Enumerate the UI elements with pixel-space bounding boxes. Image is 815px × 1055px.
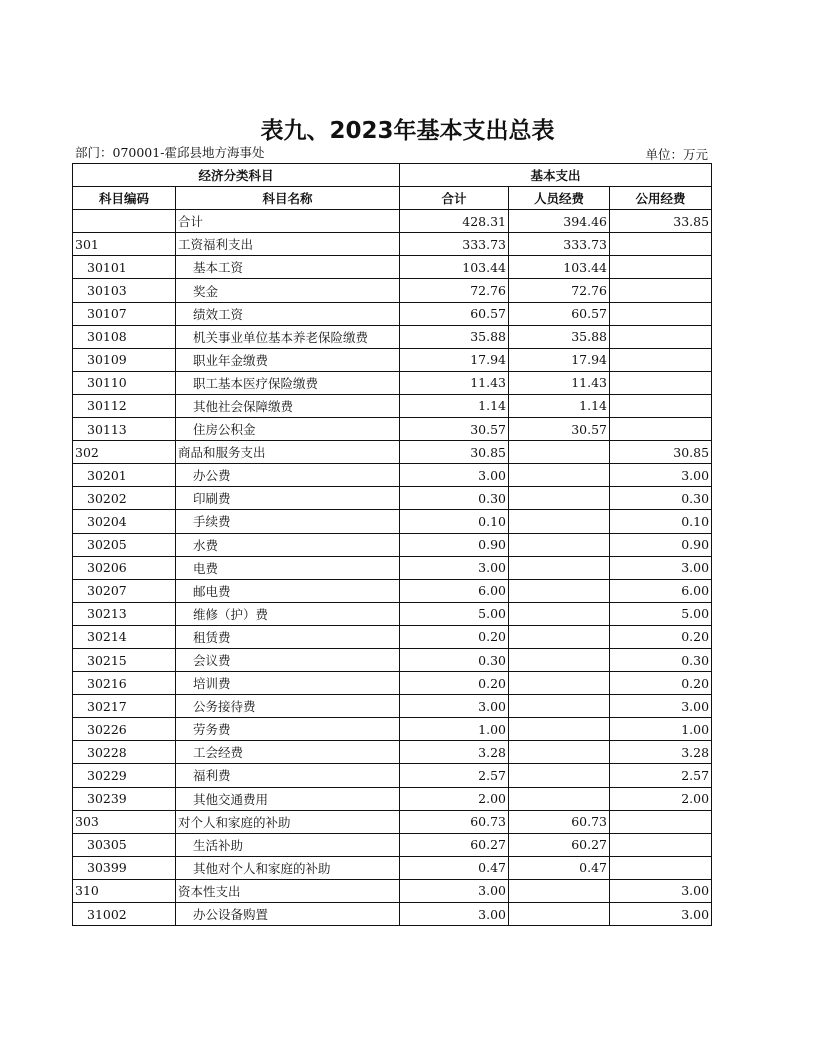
cell-code: 30305: [73, 833, 176, 856]
cell-total: 333.73: [400, 233, 509, 256]
cell-name: 奖金: [176, 279, 400, 302]
header-group-row: [73, 164, 712, 187]
cell-public: 3.00: [610, 464, 712, 487]
cell-total: 30.85: [400, 441, 509, 464]
cell-public: 33.85: [610, 210, 712, 233]
cell-public: [610, 371, 712, 394]
cell-public: [610, 856, 712, 879]
table-row: [73, 718, 712, 741]
cell-code: 302: [73, 441, 176, 464]
header-total: 合计: [400, 187, 509, 210]
cell-public: 3.00: [610, 695, 712, 718]
cell-name: 电费: [176, 556, 400, 579]
cell-personnel: 17.94: [509, 348, 610, 371]
cell-name: 办公设备购置: [176, 903, 400, 926]
cell-name: 会议费: [176, 648, 400, 671]
cell-public: 6.00: [610, 579, 712, 602]
table-row: [73, 371, 712, 394]
cell-name: 水费: [176, 533, 400, 556]
header-public: 公用经费: [610, 187, 712, 210]
cell-personnel: [509, 487, 610, 510]
cell-public: 0.20: [610, 672, 712, 695]
header-code: 科目编码: [73, 187, 176, 210]
cell-name: 公务接待费: [176, 695, 400, 718]
cell-code: 30205: [73, 533, 176, 556]
header-name: 科目名称: [176, 187, 400, 210]
table-row: [73, 487, 712, 510]
cell-public: 3.00: [610, 879, 712, 902]
cell-code: 30110: [73, 371, 176, 394]
cell-personnel: [509, 672, 610, 695]
header-row: [73, 187, 712, 210]
cell-personnel: [509, 556, 610, 579]
table-row: [73, 856, 712, 879]
table-row: [73, 672, 712, 695]
cell-total: 3.00: [400, 903, 509, 926]
cell-personnel: [509, 718, 610, 741]
cell-name: 商品和服务支出: [176, 441, 400, 464]
table-row: [73, 602, 712, 625]
cell-total: 72.76: [400, 279, 509, 302]
cell-name: 基本工资: [176, 256, 400, 279]
cell-name: 维修（护）费: [176, 602, 400, 625]
cell-code: 30207: [73, 579, 176, 602]
cell-public: 1.00: [610, 718, 712, 741]
cell-total: 60.57: [400, 302, 509, 325]
cell-code: 30217: [73, 695, 176, 718]
cell-name: 其他交通费用: [176, 787, 400, 810]
cell-code: 30202: [73, 487, 176, 510]
cell-total: 3.00: [400, 695, 509, 718]
cell-public: 3.00: [610, 556, 712, 579]
cell-total: 35.88: [400, 325, 509, 348]
cell-public: [610, 256, 712, 279]
cell-public: [610, 833, 712, 856]
table-row: [73, 464, 712, 487]
cell-code: 30239: [73, 787, 176, 810]
cell-personnel: [509, 464, 610, 487]
unit-label: 单位：万元: [645, 147, 708, 162]
cell-code: 30216: [73, 672, 176, 695]
cell-code: 30108: [73, 325, 176, 348]
cell-total: 3.00: [400, 556, 509, 579]
cell-code: 31002: [73, 903, 176, 926]
table-row: [73, 418, 712, 441]
cell-total: 3.00: [400, 879, 509, 902]
cell-public: 0.30: [610, 648, 712, 671]
cell-name: 职业年金缴费: [176, 348, 400, 371]
cell-code: 30229: [73, 764, 176, 787]
cell-name: 办公费: [176, 464, 400, 487]
cell-public: 0.10: [610, 510, 712, 533]
cell-name: 合计: [176, 210, 400, 233]
cell-total: 1.14: [400, 394, 509, 417]
table-row: [73, 579, 712, 602]
cell-name: 福利费: [176, 764, 400, 787]
cell-personnel: 394.46: [509, 210, 610, 233]
cell-public: 3.00: [610, 903, 712, 926]
cell-personnel: [509, 602, 610, 625]
cell-public: 2.00: [610, 787, 712, 810]
cell-personnel: 35.88: [509, 325, 610, 348]
cell-name: 生活补助: [176, 833, 400, 856]
cell-total: 2.57: [400, 764, 509, 787]
cell-personnel: 11.43: [509, 371, 610, 394]
cell-public: [610, 279, 712, 302]
table-row: [73, 810, 712, 833]
cell-personnel: [509, 764, 610, 787]
cell-code: 30214: [73, 625, 176, 648]
cell-code: 30109: [73, 348, 176, 371]
cell-code: 30204: [73, 510, 176, 533]
cell-public: 0.20: [610, 625, 712, 648]
cell-public: [610, 348, 712, 371]
cell-total: 5.00: [400, 602, 509, 625]
cell-personnel: 0.47: [509, 856, 610, 879]
cell-name: 培训费: [176, 672, 400, 695]
cell-name: 租赁费: [176, 625, 400, 648]
cell-total: 60.27: [400, 833, 509, 856]
table-row: [73, 625, 712, 648]
cell-personnel: [509, 695, 610, 718]
cell-public: [610, 325, 712, 348]
cell-name: 其他社会保障缴费: [176, 394, 400, 417]
cell-personnel: 30.57: [509, 418, 610, 441]
cell-personnel: 60.27: [509, 833, 610, 856]
cell-personnel: [509, 510, 610, 533]
cell-total: 6.00: [400, 579, 509, 602]
cell-personnel: [509, 441, 610, 464]
header-basic-expenditure: 基本支出: [400, 164, 712, 187]
cell-personnel: 1.14: [509, 394, 610, 417]
cell-personnel: [509, 533, 610, 556]
cell-personnel: 333.73: [509, 233, 610, 256]
table-row: [73, 302, 712, 325]
table-row: [73, 348, 712, 371]
table-row: [73, 556, 712, 579]
cell-personnel: [509, 648, 610, 671]
cell-total: 3.00: [400, 464, 509, 487]
table-row: [73, 879, 712, 902]
cell-total: 60.73: [400, 810, 509, 833]
cell-total: 0.47: [400, 856, 509, 879]
cell-name: 工会经费: [176, 741, 400, 764]
table-row: [73, 648, 712, 671]
table-row: [73, 394, 712, 417]
table-row: [73, 741, 712, 764]
cell-code: 30113: [73, 418, 176, 441]
cell-total: 0.20: [400, 672, 509, 695]
cell-public: [610, 418, 712, 441]
cell-total: 1.00: [400, 718, 509, 741]
cell-personnel: [509, 903, 610, 926]
cell-code: 301: [73, 233, 176, 256]
cell-public: 5.00: [610, 602, 712, 625]
cell-personnel: [509, 579, 610, 602]
table-row: [73, 441, 712, 464]
cell-name: 其他对个人和家庭的补助: [176, 856, 400, 879]
table-row: [73, 903, 712, 926]
cell-personnel: 60.57: [509, 302, 610, 325]
cell-total: 103.44: [400, 256, 509, 279]
cell-code: 30206: [73, 556, 176, 579]
cell-personnel: [509, 879, 610, 902]
cell-name: 印刷费: [176, 487, 400, 510]
cell-code: 30201: [73, 464, 176, 487]
cell-personnel: [509, 625, 610, 648]
cell-code: 30228: [73, 741, 176, 764]
table-row: [73, 210, 712, 233]
cell-personnel: 72.76: [509, 279, 610, 302]
cell-code: 303: [73, 810, 176, 833]
cell-total: 0.30: [400, 648, 509, 671]
cell-total: 0.10: [400, 510, 509, 533]
cell-name: 对个人和家庭的补助: [176, 810, 400, 833]
cell-total: 0.30: [400, 487, 509, 510]
cell-public: [610, 394, 712, 417]
cell-total: 11.43: [400, 371, 509, 394]
cell-public: [610, 302, 712, 325]
cell-total: 0.20: [400, 625, 509, 648]
table-row: [73, 764, 712, 787]
cell-name: 职工基本医疗保险缴费: [176, 371, 400, 394]
table-row: [73, 787, 712, 810]
cell-public: 2.57: [610, 764, 712, 787]
table-row: [73, 695, 712, 718]
cell-personnel: 103.44: [509, 256, 610, 279]
cell-code: 30101: [73, 256, 176, 279]
header-economic-classification: 经济分类科目: [73, 164, 400, 187]
table-row: [73, 833, 712, 856]
department-label: 部门：070001-霍邱县地方海事处: [75, 145, 265, 160]
cell-name: 手续费: [176, 510, 400, 533]
cell-total: 30.57: [400, 418, 509, 441]
cell-code: 310: [73, 879, 176, 902]
table-body: [73, 210, 712, 926]
cell-code: 30215: [73, 648, 176, 671]
cell-name: 绩效工资: [176, 302, 400, 325]
cell-name: 机关事业单位基本养老保险缴费: [176, 325, 400, 348]
cell-name: 工资福利支出: [176, 233, 400, 256]
cell-total: 3.28: [400, 741, 509, 764]
cell-personnel: [509, 787, 610, 810]
table-row: [73, 279, 712, 302]
cell-total: 17.94: [400, 348, 509, 371]
cell-name: 住房公积金: [176, 418, 400, 441]
table-row: [73, 233, 712, 256]
cell-public: 3.28: [610, 741, 712, 764]
cell-public: 30.85: [610, 441, 712, 464]
cell-name: 邮电费: [176, 579, 400, 602]
table-row: [73, 325, 712, 348]
table-row: [73, 533, 712, 556]
cell-code: 30103: [73, 279, 176, 302]
cell-name: 资本性支出: [176, 879, 400, 902]
cell-code: 30226: [73, 718, 176, 741]
cell-total: 428.31: [400, 210, 509, 233]
basic-expenditure-table: [72, 163, 712, 926]
page-title: 表九、2023年基本支出总表: [260, 118, 555, 144]
cell-total: 0.90: [400, 533, 509, 556]
cell-name: 劳务费: [176, 718, 400, 741]
cell-public: [610, 810, 712, 833]
cell-public: [610, 233, 712, 256]
cell-code: 30107: [73, 302, 176, 325]
cell-code: 30213: [73, 602, 176, 625]
table-row: [73, 510, 712, 533]
table-row: [73, 256, 712, 279]
cell-personnel: [509, 741, 610, 764]
cell-public: 0.30: [610, 487, 712, 510]
cell-total: 2.00: [400, 787, 509, 810]
cell-public: 0.90: [610, 533, 712, 556]
cell-code: 30399: [73, 856, 176, 879]
cell-personnel: 60.73: [509, 810, 610, 833]
cell-code: [73, 210, 176, 233]
header-personnel: 人员经费: [509, 187, 610, 210]
cell-code: 30112: [73, 394, 176, 417]
